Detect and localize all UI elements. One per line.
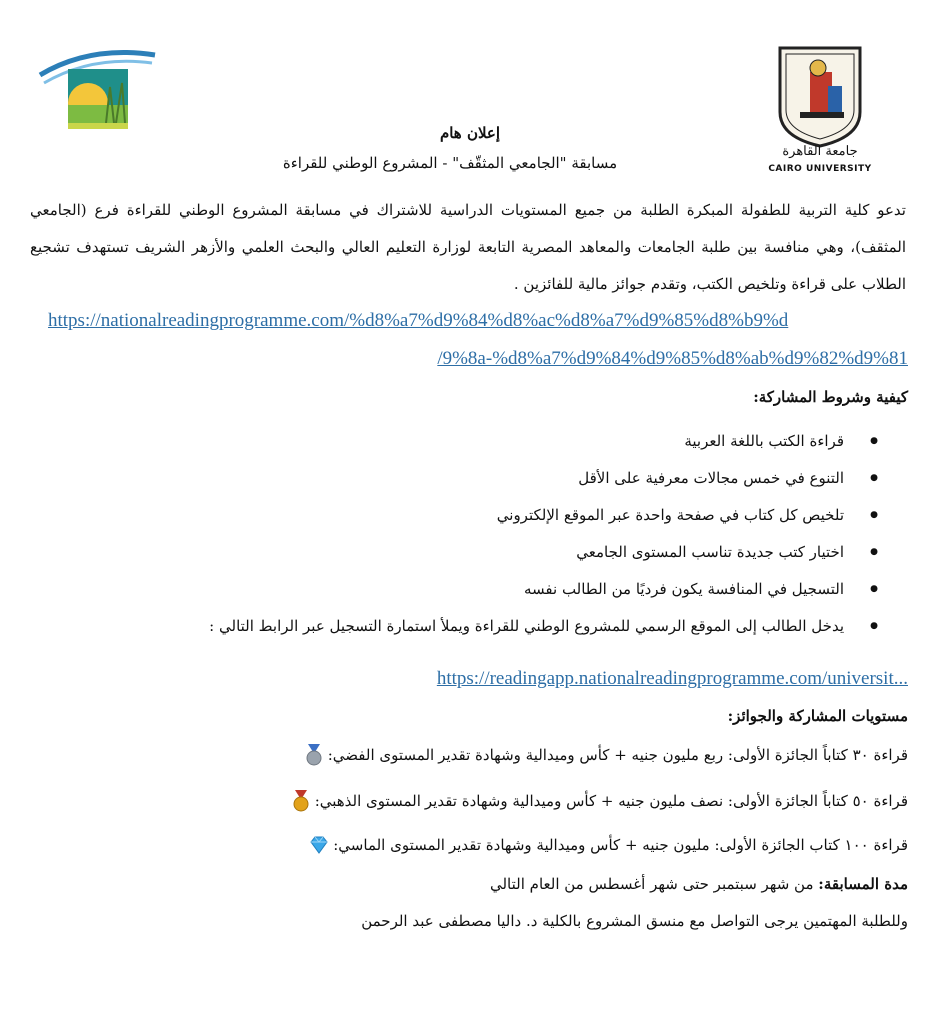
list-item: ● التسجيل في المنافسة يكون فرديًا من الطالب نفسه	[78, 578, 878, 615]
page-subtitle: مسابقة "الجامعي المثقّف" - المشروع الوطني للقراءة	[282, 154, 618, 172]
participation-list	[78, 430, 878, 652]
competition-link[interactable]: https://nationalreadingprogramme.com/%d8%a7%d9%84%d8%ac%d8%a7%d9%85%d8%b9%d	[48, 310, 789, 331]
list-item: ● يدخل الطالب إلى الموقع الرسمي للمشروع الوطني للقراءة ويملأ استمارة التسجيل عبر الرابط التالي :	[78, 615, 878, 652]
gold-medal-icon	[291, 790, 311, 812]
list-item: ● التنوع في خمس مجالات معرفية على الأقل	[78, 467, 878, 504]
list-item: ● قراءة الكتب باللغة العربية	[78, 430, 878, 467]
competition-duration	[490, 875, 908, 893]
silver-medal-icon	[304, 744, 324, 766]
participation-heading: كيفية وشروط المشاركة:	[753, 388, 908, 406]
page-title: إعلان هام	[439, 124, 501, 142]
duration-label: مدة المسابقة:	[818, 875, 908, 893]
level-name: المستوى الفضي:	[327, 746, 435, 764]
cairo-university-arabic: جامعة القاهرة	[782, 144, 858, 159]
faculty-logo	[30, 45, 160, 145]
level-silver	[304, 740, 908, 770]
level-diamond	[309, 830, 908, 860]
cairo-university-logo	[770, 42, 870, 177]
level-description: قراءة ٣٠ كتاباً الجائزة الأولى: ربع مليون جنيه + كأس وميدالية وشهادة تقدير	[438, 746, 908, 764]
list-item: ● تلخيص كل كتاب في صفحة واحدة عبر الموقع الإلكتروني	[78, 504, 878, 541]
level-name: المستوى الماسي:	[333, 836, 445, 854]
levels-heading: مستويات المشاركة والجوائز:	[727, 707, 908, 725]
competition-link-continued[interactable]: /9%8a-%d8%a7%d9%84%d9%85%d8%ab%d9%82%d9%81	[437, 348, 908, 369]
level-description: قراءة ١٠٠ كتاب الجائزة الأولى: مليون جنيه + كأس وميدالية وشهادة تقدير	[448, 836, 908, 854]
level-name: المستوى الذهبي:	[314, 792, 421, 810]
contact-info: وللطلبة المهتمين يرجى التواصل مع منسق المشروع بالكلية د. داليا مصطفى عبد الرحمن	[361, 912, 908, 930]
list-item: ● اختيار كتب جديدة تناسب المستوى الجامعي	[78, 541, 878, 578]
level-gold	[291, 786, 908, 816]
diamond-icon	[309, 834, 329, 856]
level-description: قراءة ٥٠ كتاباً الجائزة الأولى: نصف مليون جنيه + كأس وميدالية وشهادة تقدير	[424, 792, 908, 810]
cairo-university-english: CAIRO UNIVERSITY	[768, 164, 872, 174]
duration-value: من شهر سبتمبر حتى شهر أغسطس من العام التالي	[489, 875, 814, 893]
intro-paragraph: تدعو كلية التربية للطفولة المبكرة الطلبة من جميع المستويات الدراسية للاشتراك في مسابقة المشروع الوطني للقراءة فرع (الجامعي المثقف)، وهي منافسة بين طلبة الجامعات والمعاهد المصرية التابعة لوزارة التعليم العالي والبحث العلمي والأزهر الشريف تستهدف تشجيع الطلاب على قراءة وتلخيص الكتب، وتقدم جوائز مالية للفائزين .	[30, 201, 906, 293]
registration-link[interactable]: https://readingapp.nationalreadingprogramme.com/universit...	[436, 668, 908, 689]
